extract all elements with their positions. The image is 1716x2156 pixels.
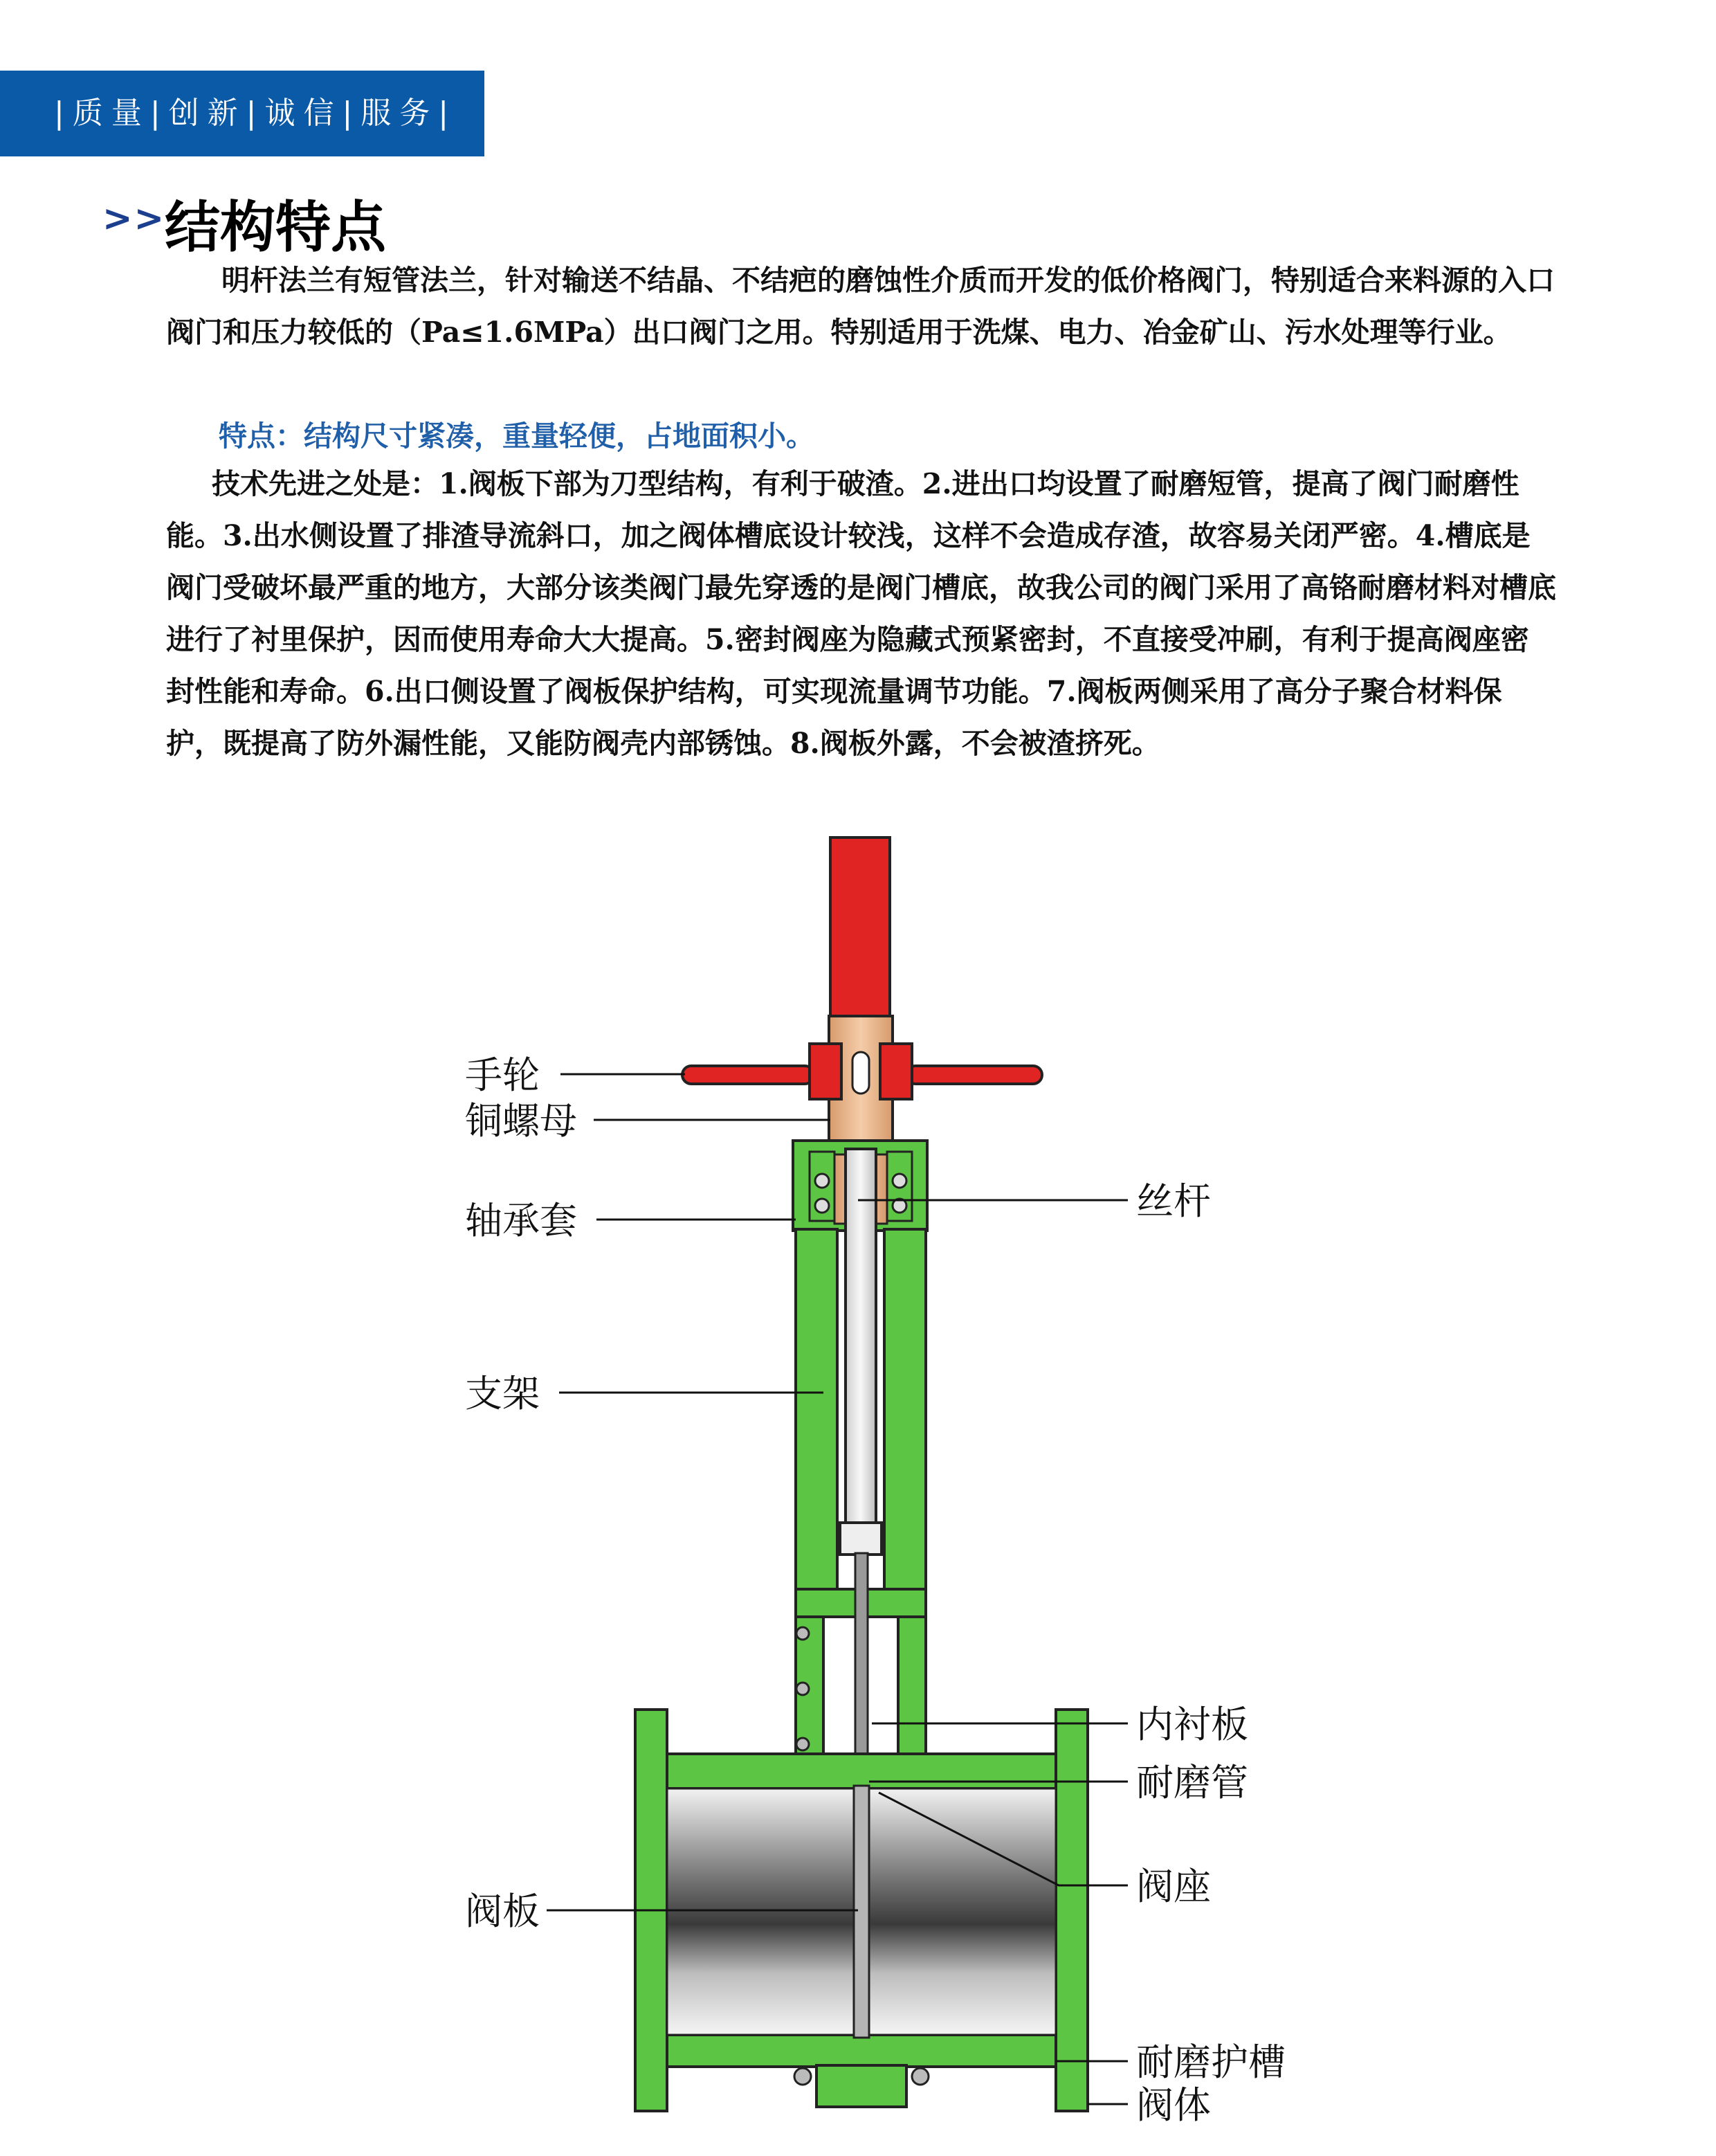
- stem-cap: [830, 837, 890, 1019]
- title-arrow-icon: >>: [102, 198, 166, 239]
- header-slogan: |质量|创新|诚信|服务|: [54, 96, 457, 131]
- label-wear-pipe: 耐磨管: [1136, 1761, 1248, 1804]
- label-bearing-sleeve: 轴承套: [465, 1199, 577, 1242]
- label-valve-body: 阀体: [1136, 2083, 1211, 2127]
- label-handwheel: 手轮: [465, 1053, 540, 1097]
- header-bar: [0, 71, 484, 156]
- intro-paragraph: 明杆法兰有短管法兰，针对输送不结晶、不结疤的磨蚀性介质而开发的低价格阀门，特别适合来料源的入口阀门和压力较低的（Pa≤1.6MPa）出口阀门之用。特别适用于洗煤、电力、冶金矿山、污水处理等行业。: [166, 264, 1555, 349]
- features-paragraph: 特点：结构尺寸紧凑，重量轻便，占地面积小。: [219, 419, 814, 453]
- label-stem: 丝杆: [1136, 1179, 1211, 1223]
- stem: [846, 1149, 876, 1537]
- label-copper-nut: 铜螺母: [465, 1099, 577, 1143]
- label-wear-groove: 耐磨护槽: [1136, 2040, 1286, 2084]
- label-liner-plate: 内衬板: [1136, 1703, 1248, 1746]
- knife-gate-valve-diagram: [0, 817, 1716, 2156]
- label-gate-plate: 阀板: [465, 1890, 540, 1933]
- label-valve-seat: 阀座: [1136, 1865, 1211, 1908]
- stem-coupling: [840, 1523, 882, 1555]
- section-title: 结构特点: [165, 195, 386, 260]
- label-bracket: 支架: [465, 1372, 540, 1415]
- tech-paragraph: 技术先进之处是：1.阀板下部为刀型结构，有利于破渣。2.进出口均设置了耐磨短管，提高了阀门耐磨性能。3.出水侧设置了排渣导流斜口，加之阀体槽底设计较浅，这样不会造成存渣，故容易关闭严密。4.槽底是阀门受破坏最严重的地方，大部分该类阀门最先穿透的是阀门槽底，故我公司的阀门采用了高铬耐磨材料对槽底进行了衬里保护，因而使用寿命大大提高。5.密封阀座为隐藏式预紧密封，不直接受冲刷，有利于提高阀座密封性能和寿命。6.出口侧设置了阀板保护结构，可实现流量调节功能。7.阀板两侧采用了高分子聚合材料保护，既提高了防外漏性能，又能防阀壳内部锈蚀。8.阀板外露，不会被渣挤死。: [166, 467, 1556, 760]
- handwheel: [682, 1044, 1042, 1099]
